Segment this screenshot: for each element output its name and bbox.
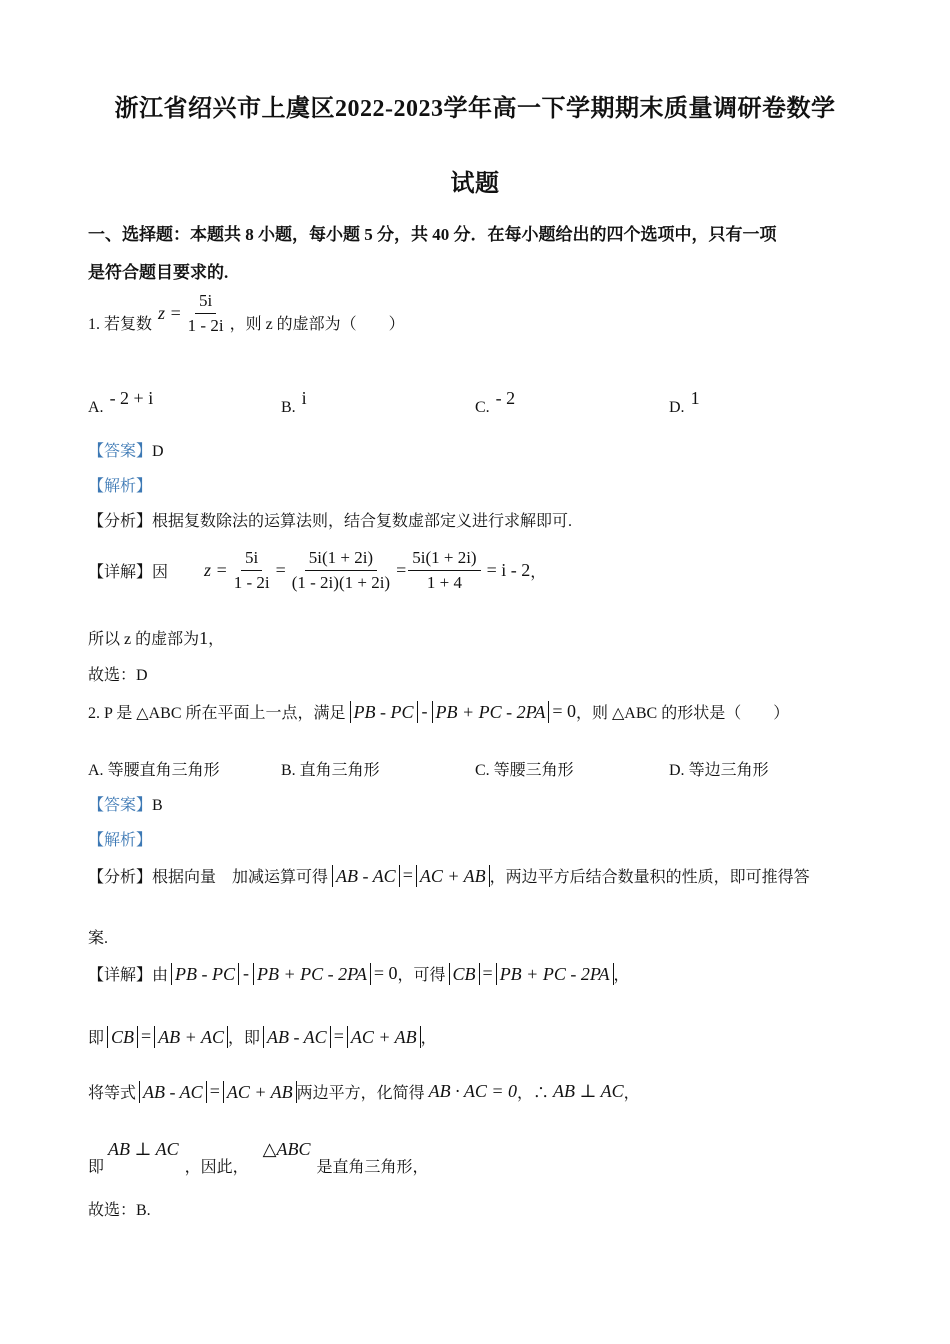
equals-sign: =: [333, 1026, 344, 1046]
question-1-fraction: [184, 290, 228, 337]
q1-detail: [88, 540, 546, 600]
answer-tag: 【答案】: [88, 797, 153, 814]
detail-tag: 【详解】: [88, 563, 153, 581]
abs-expression: AB - AC: [263, 1026, 331, 1048]
perpendicular-relation: AB ⊥ AC: [553, 1081, 624, 1101]
detail-pre: 即: [88, 1030, 105, 1047]
fraction-numerator: 5i(1 + 2i): [408, 547, 480, 571]
q1-fenxi: [88, 508, 572, 531]
option-label: B.: [281, 399, 296, 416]
equals-sign: =: [396, 559, 407, 580]
perpendicular-relation: AB ⊥ AC: [108, 1138, 179, 1159]
detail-z: z =: [204, 559, 228, 580]
section-heading: 一、选择题：本题共 8 小题，每小题 5 分，共 40 分．在每小题给出的四个选项中，只有一项: [88, 225, 777, 244]
abs-expression: CB: [449, 963, 480, 985]
question-2-prefix: 2. P 是 △ABC 所在平面上一点，满足: [88, 705, 346, 722]
detail-mid: ，即: [228, 1030, 261, 1047]
option-label: D.: [669, 762, 685, 779]
fraction-denominator: (1 - 2i)(1 + 2i): [291, 572, 391, 592]
document-title: 浙江省绍兴市上虞区2022-2023学年高一下学期期末质量调研卷数学: [114, 96, 836, 122]
option-math: i: [301, 388, 307, 408]
equals-sign: =: [482, 963, 493, 983]
option-label: A.: [88, 762, 104, 779]
q2-fenxi: [88, 864, 810, 887]
therefore: ，∴: [516, 1085, 549, 1102]
fraction-denominator: 1 - 2i: [187, 315, 224, 335]
equals-zero: = 0: [373, 963, 398, 983]
q1-option-a: [88, 388, 153, 417]
option-math: - 2 + i: [109, 388, 154, 408]
question-1: [88, 292, 405, 352]
q2-option-a: [88, 757, 220, 780]
q2-option-d: [669, 757, 769, 780]
q2-answer: [88, 792, 163, 815]
fraction-denominator: 1 + 4: [426, 572, 462, 592]
option-text: 等腰三角形: [493, 762, 574, 779]
detail-end: ，: [420, 1030, 437, 1047]
fenxi-post: ，两边平方后结合数量积的性质，即可推得答: [489, 869, 810, 886]
answer-value: D: [152, 443, 164, 460]
detail-comma: ，: [530, 563, 547, 581]
q1-option-c: [475, 388, 515, 417]
answer-tag: 【答案】: [88, 443, 153, 460]
detail-end: ，: [623, 1085, 640, 1102]
abs-expression: AB - AC: [332, 865, 400, 887]
answer-value: B: [152, 797, 163, 814]
abs-expression: PB + PC - 2PA: [432, 701, 550, 723]
q1-analysis-tag: 【解析】: [88, 478, 153, 495]
fraction-numerator: 5i: [195, 290, 216, 314]
q2-detail-line4: [88, 1135, 428, 1175]
q2-fenxi-line2: 案.: [88, 930, 109, 947]
document-title-line2: 试题: [450, 171, 500, 197]
abs-expression: PB - PC: [350, 701, 418, 723]
option-text: 等腰直角三角形: [107, 762, 220, 779]
option-math: - 2: [495, 388, 516, 408]
q1-choose: 故选：D: [88, 667, 148, 684]
q2-option-c: [475, 757, 574, 780]
conclusion-end: ，: [208, 631, 225, 648]
detail-fraction-3: [408, 547, 480, 594]
q2-detail-line1: [88, 962, 630, 985]
option-text: 直角三角形: [299, 762, 380, 779]
detail-mid: ，因此，: [184, 1158, 249, 1176]
section-heading-line2: 是符合题目要求的.: [88, 263, 229, 282]
q2-detail-line2: [88, 1025, 437, 1048]
question-1-z: z =: [158, 302, 182, 323]
dot-product: AB · AC = 0: [428, 1081, 517, 1101]
equals-sign: =: [275, 559, 286, 580]
detail-fraction-1: [230, 547, 274, 594]
q2-choose: 故选：B.: [88, 1202, 151, 1219]
equals-sign: =: [141, 1026, 152, 1046]
fenxi-tag: 【分析】: [88, 513, 153, 530]
equals-sign: =: [402, 865, 413, 885]
option-text: 等边三角形: [688, 762, 769, 779]
detail-pre: 即: [88, 1158, 105, 1176]
detail-end: ，: [613, 967, 630, 984]
abs-expression: PB - PC: [171, 963, 239, 985]
detail-mid: ，可得: [397, 967, 446, 984]
conclusion-text: 所以 z 的虚部为: [88, 631, 200, 648]
minus-sign: -: [243, 963, 250, 983]
abs-expression: AC + AB: [223, 1081, 297, 1103]
option-label: D.: [669, 399, 685, 416]
fenxi-tag: 【分析】: [88, 869, 153, 886]
question-1-suffix: ，则 z 的虚部为（ ）: [229, 315, 405, 333]
q2-option-b: [281, 757, 380, 780]
option-label: C.: [475, 762, 490, 779]
option-math: 1: [690, 388, 700, 408]
fraction-numerator: 5i(1 + 2i): [305, 547, 377, 571]
triangle-label: △ABC: [262, 1138, 311, 1159]
question-2-suffix: ，则 △ABC 的形状是（ ）: [575, 705, 790, 722]
option-label: B.: [281, 762, 296, 779]
detail-result: = i - 2: [486, 559, 531, 580]
question-2: [88, 700, 789, 723]
conclusion-value: 1: [199, 628, 209, 648]
detail-prefix: 因: [152, 563, 169, 581]
q1-conclusion: [88, 626, 224, 649]
abs-expression: PB + PC - 2PA: [253, 963, 371, 985]
detail-end: 是直角三角形，: [316, 1158, 429, 1176]
abs-expression: AB - AC: [139, 1081, 207, 1103]
q2-detail-line3: [88, 1080, 640, 1103]
q1-option-d: [669, 388, 700, 417]
q1-answer: [88, 438, 164, 461]
detail-tag: 【详解】: [88, 967, 153, 984]
question-1-prefix: 1. 若复数: [88, 315, 153, 333]
fraction-denominator: 1 - 2i: [233, 572, 270, 592]
fenxi-pre: 根据向量 加减运算可得: [152, 869, 329, 886]
option-label: C.: [475, 399, 490, 416]
option-label: A.: [88, 399, 104, 416]
abs-expression: PB + PC - 2PA: [496, 963, 614, 985]
abs-expression: AC + AB: [347, 1026, 421, 1048]
equals-sign: =: [209, 1081, 220, 1101]
detail-mid: 两边平方，化简得: [296, 1085, 425, 1102]
q1-option-b: [281, 388, 307, 417]
abs-expression: AB + AC: [154, 1026, 228, 1048]
equals-zero: = 0: [552, 701, 576, 721]
detail-pre: 由: [152, 967, 169, 984]
abs-expression: AC + AB: [416, 865, 490, 887]
abs-expression: CB: [107, 1026, 138, 1048]
fenxi-text: 根据复数除法的运算法则，结合复数虚部定义进行求解即可.: [152, 513, 573, 530]
detail-fraction-2: [288, 547, 394, 594]
fraction-numerator: 5i: [241, 547, 262, 571]
q2-analysis-tag: 【解析】: [88, 832, 153, 849]
minus-sign: -: [421, 701, 428, 721]
detail-pre: 将等式: [88, 1085, 137, 1102]
